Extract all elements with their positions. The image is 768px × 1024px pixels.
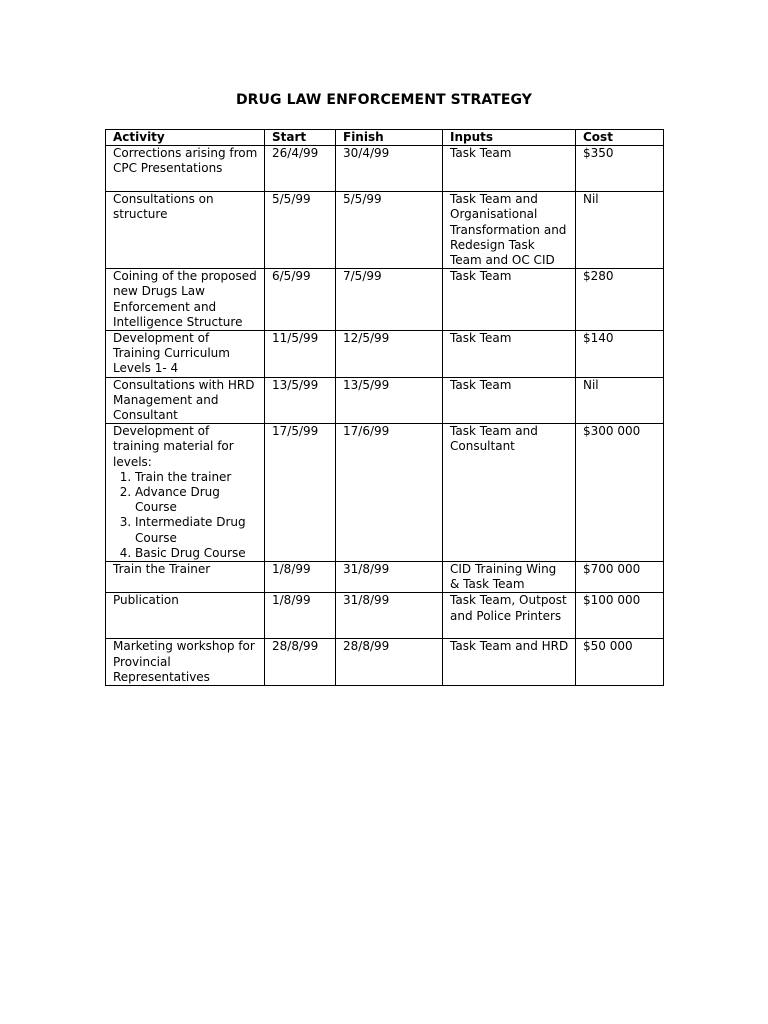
inputs-cell: CID Training Wing & Task Team xyxy=(443,562,576,593)
start-date-cell: 26/4/99 xyxy=(265,146,336,192)
cost-cell: $300 000 xyxy=(576,424,664,562)
inputs-cell: Task Team xyxy=(443,269,576,331)
finish-date-cell: 31/8/99 xyxy=(336,593,443,639)
table-row xyxy=(106,269,664,331)
table-row xyxy=(106,192,664,269)
cost-cell: $280 xyxy=(576,269,664,331)
inputs-cell: Task Team xyxy=(443,377,576,424)
activity-cell: Coining of the proposed new Drugs Law Enforcement and Intelligence Structure xyxy=(106,269,265,331)
column-header-cost: Cost xyxy=(576,130,664,146)
inputs-cell: Task Team, Outpost and Police Printers xyxy=(443,593,576,639)
activity-cell xyxy=(106,424,265,562)
finish-date-cell: 7/5/99 xyxy=(336,269,443,331)
activity-cell: Publication xyxy=(106,593,265,639)
cost-cell: Nil xyxy=(576,377,664,424)
table-row xyxy=(106,639,664,686)
finish-date-cell: 17/6/99 xyxy=(336,424,443,562)
finish-date-cell: 5/5/99 xyxy=(336,192,443,269)
start-date-cell: 6/5/99 xyxy=(265,269,336,331)
document-title: DRUG LAW ENFORCEMENT STRATEGY xyxy=(235,92,533,108)
activity-text: Development of training material for levels: xyxy=(113,424,234,469)
table-row xyxy=(106,377,664,424)
table-row xyxy=(106,593,664,639)
start-date-cell: 17/5/99 xyxy=(265,424,336,562)
finish-date-cell: 28/8/99 xyxy=(336,639,443,686)
table-row xyxy=(106,562,664,593)
start-date-cell: 1/8/99 xyxy=(265,562,336,593)
table-row xyxy=(106,424,664,562)
activity-cell: Marketing workshop for Provincial Representatives xyxy=(106,639,265,686)
strategy-table xyxy=(105,129,664,686)
finish-date-cell: 30/4/99 xyxy=(336,146,443,192)
cost-cell: $350 xyxy=(576,146,664,192)
activity-cell: Consultations on structure xyxy=(106,192,265,269)
table-header-row xyxy=(106,130,664,146)
training-levels-list xyxy=(113,470,258,561)
inputs-cell: Task Team xyxy=(443,331,576,378)
start-date-cell: 28/8/99 xyxy=(265,639,336,686)
column-header-finish: Finish xyxy=(336,130,443,146)
inputs-cell: Task Team and HRD xyxy=(443,639,576,686)
inputs-cell: Task Team xyxy=(443,146,576,192)
column-header-start: Start xyxy=(265,130,336,146)
table-row xyxy=(106,146,664,192)
cost-cell: $100 000 xyxy=(576,593,664,639)
finish-date-cell: 13/5/99 xyxy=(336,377,443,424)
activity-cell: Train the Trainer xyxy=(106,562,265,593)
start-date-cell: 1/8/99 xyxy=(265,593,336,639)
start-date-cell: 5/5/99 xyxy=(265,192,336,269)
list-item: 2. Advance Drug Course xyxy=(135,485,258,515)
cost-cell: $700 000 xyxy=(576,562,664,593)
activity-cell: Corrections arising from CPC Presentations xyxy=(106,146,265,192)
activity-cell: Development of Training Curriculum Levels 1- 4 xyxy=(106,331,265,378)
table-row xyxy=(106,331,664,378)
cost-cell: Nil xyxy=(576,192,664,269)
list-item: 1. Train the trainer xyxy=(135,470,258,485)
finish-date-cell: 12/5/99 xyxy=(336,331,443,378)
finish-date-cell: 31/8/99 xyxy=(336,562,443,593)
start-date-cell: 13/5/99 xyxy=(265,377,336,424)
column-header-activity: Activity xyxy=(106,130,265,146)
cost-cell: $140 xyxy=(576,331,664,378)
cost-cell: $50 000 xyxy=(576,639,664,686)
activity-cell: Consultations with HRD Management and Consultant xyxy=(106,377,265,424)
column-header-inputs: Inputs xyxy=(443,130,576,146)
start-date-cell: 11/5/99 xyxy=(265,331,336,378)
inputs-cell: Task Team and Consultant xyxy=(443,424,576,562)
inputs-cell: Task Team and Organisational Transformation and Redesign Task Team and OC CID xyxy=(443,192,576,269)
list-item: 3. Intermediate Drug Course xyxy=(135,515,258,545)
list-item: 4. Basic Drug Course xyxy=(135,546,258,561)
